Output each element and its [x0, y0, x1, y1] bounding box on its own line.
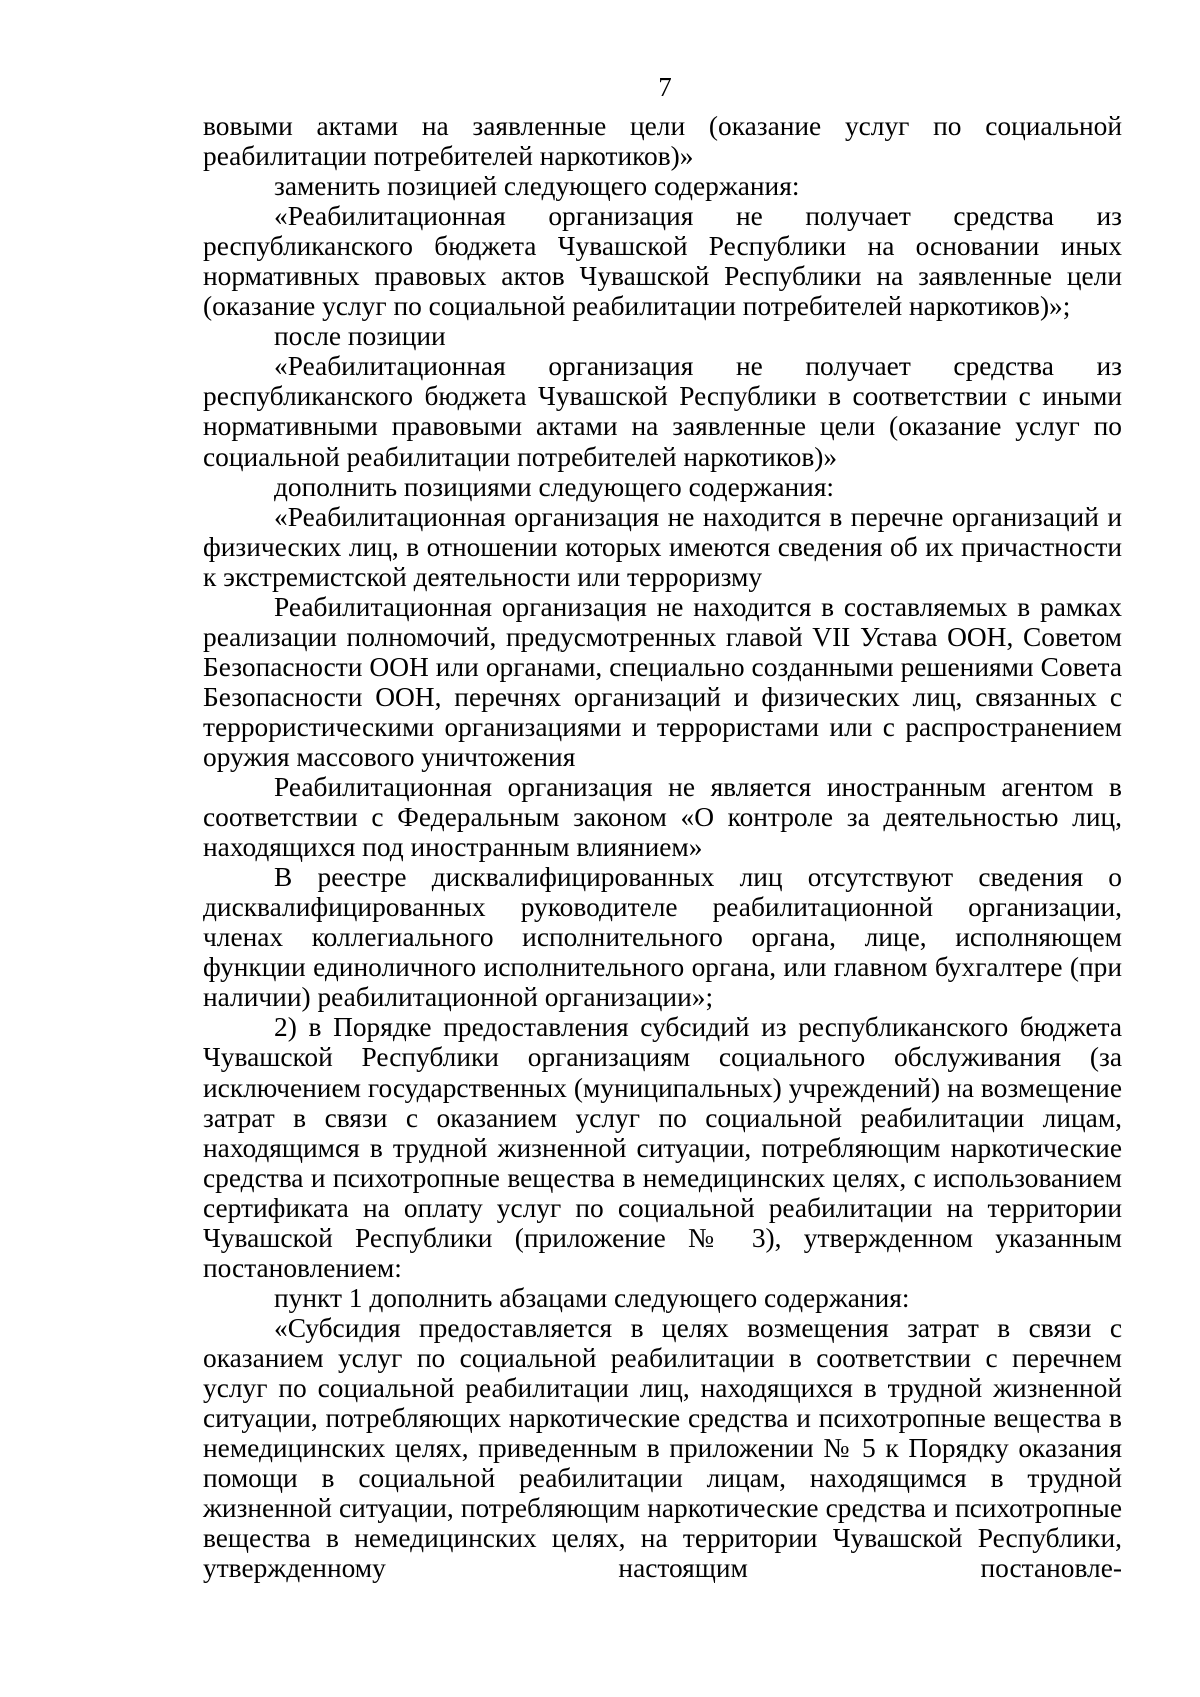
paragraph: заменить позицией следующего содержания: — [274, 171, 800, 202]
paragraph: вовыми актами на заявленные цели (оказание услуг по социальной реабилитации потребителей наркотиков)» — [203, 111, 1122, 172]
paragraph: после позиции — [274, 321, 446, 352]
paragraph: Реабилитационная организация не находится в составляемых в рамках реализации полномочий, предусмотренных главой VII Устава ООН, Советом Безопасности ООН или органами, специально созданными решениями Совета Безопасности ООН, перечнях организаций и физических лиц, связанных с террористическими организациями и террористами или с распространением оружия массового уничтожения — [203, 591, 1122, 772]
paragraph: «Реабилитационная организация не получает средства из республиканского бюджета Чувашской Республики в соответствии с иными нормативными правовыми актами на заявленные цели (оказание услуг по социальной реабилитации потребителей наркотиков)» — [203, 351, 1122, 472]
paragraph: дополнить позициями следующего содержания: — [274, 471, 835, 502]
page-number: 7 — [658, 72, 672, 102]
paragraph: В реестре дисквалифицированных лиц отсутствуют сведения о дисквалифицированных руководителе реабилитационной организации, членах коллегиального исполнительного органа, лице, исполняющем функции единоличного исполнительного органа, или главном бухгалтере (при наличии) реабилитационной организации»; — [203, 862, 1122, 1013]
paragraph: 2) в Порядке предоставления субсидий из республиканского бюджета Чувашской Республики организациям социального обслуживания (за исключением государственных (муниципальных) учреждений) на возмещение затрат в связи с оказанием услуг по социальной реабилитации лицам, находящимся в трудной жизненной ситуации, потребляющим наркотические средства и психотропные вещества в немедицинских целях, с использованием сертификата на оплату услуг по социальной реабилитации на территории Чувашской Республики (приложение № 3), утвержденном указанным постановлением: — [203, 1012, 1122, 1283]
paragraph: «Реабилитационная организация не получает средства из республиканского бюджета Чувашской Республики на основании иных нормативных правовых актов Чувашской Республики на заявленные цели (оказание услуг по социальной реабилитации потребителей наркотиков)»; — [203, 201, 1122, 322]
paragraph: «Реабилитационная организация не находится в перечне организаций и физических лиц, в отношении которых имеются сведения об их причастности к экстремистской деятельности или терроризму — [203, 501, 1122, 592]
paragraph: Реабилитационная организация не является иностранным агентом в соответствии с Федеральным законом «О контроле за деятельностью лиц, находящихся под иностранным влиянием» — [203, 772, 1122, 863]
document-body — [203, 111, 1122, 1583]
paragraph: пункт 1 дополнить абзацами следующего содержания: — [274, 1282, 910, 1313]
paragraph: «Субсидия предоставляется в целях возмещения затрат в связи с оказанием услуг по социальной реабилитации в соответствии с перечнем услуг по социальной реабилитации лиц, находящихся в трудной жизненной ситуации, потребляющих наркотические средства и психотропные вещества в немедицинских целях, приведенным в приложении № 5 к Порядку оказания помощи в социальной реабилитации лицам, находящимся в трудной жизненной ситуации, потребляющим наркотические средства и психотропные вещества в немедицинских целях, на территории Чувашской Республики, утвержденному настоящим постановле- — [203, 1312, 1122, 1584]
